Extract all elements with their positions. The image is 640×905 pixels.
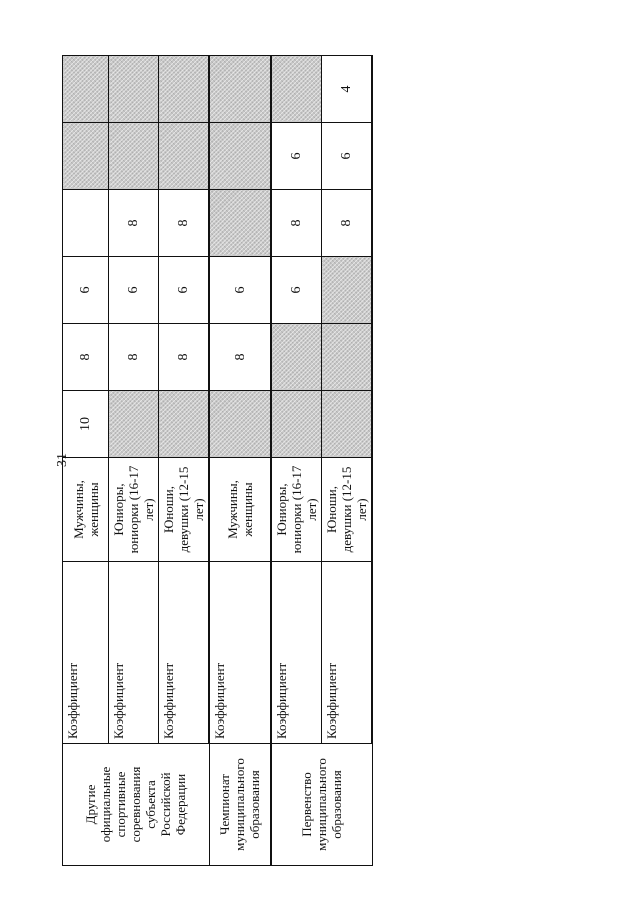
shaded-value-cell bbox=[322, 324, 373, 391]
age-category-cell: Мужчины, женщины bbox=[63, 458, 109, 562]
table-row bbox=[209, 56, 271, 866]
shaded-value-cell bbox=[109, 391, 159, 458]
shaded-value-cell bbox=[209, 123, 271, 190]
shaded-value-cell bbox=[159, 391, 210, 458]
age-category-cell: Мужчины, женщины bbox=[209, 458, 271, 562]
value-cell: 8 bbox=[159, 190, 210, 257]
value-cell: 6 bbox=[63, 257, 109, 324]
shaded-value-cell bbox=[209, 56, 271, 123]
value-cell: 4 bbox=[322, 56, 373, 123]
competition-type-cell: Другие официальные спортивные соревнования субъекта Российской Федерации bbox=[63, 744, 210, 866]
age-category-cell: Юноши, девушки (12-15 лет) bbox=[322, 458, 373, 562]
coefficient-label-cell: Коэффициент bbox=[209, 562, 271, 744]
value-cell: 6 bbox=[322, 123, 373, 190]
coefficient-label-cell: Коэффициент bbox=[109, 562, 159, 744]
shaded-value-cell bbox=[63, 123, 109, 190]
value-cell: 6 bbox=[271, 257, 322, 324]
value-cell: 8 bbox=[109, 190, 159, 257]
shaded-value-cell bbox=[209, 391, 271, 458]
competition-type-cell: Первенство муниципального образования bbox=[271, 744, 372, 866]
coefficient-label-cell: Коэффициент bbox=[159, 562, 210, 744]
coefficient-label-cell: Коэффициент bbox=[322, 562, 373, 744]
value-cell: 8 bbox=[63, 324, 109, 391]
page-number: 31 bbox=[55, 453, 70, 467]
value-cell: 6 bbox=[109, 257, 159, 324]
shaded-value-cell bbox=[109, 123, 159, 190]
shaded-value-cell bbox=[271, 56, 322, 123]
value-cell: 6 bbox=[159, 257, 210, 324]
coefficient-label-cell: Коэффициент bbox=[63, 562, 109, 744]
shaded-value-cell bbox=[63, 56, 109, 123]
competition-type-cell: Чемпионат муниципального образования bbox=[209, 744, 271, 866]
shaded-value-cell bbox=[322, 391, 373, 458]
shaded-value-cell bbox=[322, 257, 373, 324]
shaded-value-cell bbox=[271, 391, 322, 458]
shaded-value-cell bbox=[271, 324, 322, 391]
coefficient-label-cell: Коэффициент bbox=[271, 562, 322, 744]
shaded-value-cell bbox=[159, 56, 210, 123]
value-cell: 8 bbox=[109, 324, 159, 391]
table-row bbox=[63, 56, 109, 866]
rotated-table-frame bbox=[62, 56, 369, 866]
coefficient-table bbox=[62, 55, 373, 866]
value-cell: 8 bbox=[209, 324, 271, 391]
value-cell: 6 bbox=[209, 257, 271, 324]
value-cell: 8 bbox=[322, 190, 373, 257]
value-cell: 8 bbox=[271, 190, 322, 257]
age-category-cell: Юниоры, юниорки (16-17 лет) bbox=[109, 458, 159, 562]
shaded-value-cell bbox=[209, 190, 271, 257]
value-cell bbox=[63, 190, 109, 257]
age-category-cell: Юниоры, юниорки (16-17 лет) bbox=[271, 458, 322, 562]
age-category-cell: Юноши, девушки (12-15 лет) bbox=[159, 458, 210, 562]
value-cell: 6 bbox=[271, 123, 322, 190]
table-row bbox=[271, 56, 322, 866]
shaded-value-cell bbox=[159, 123, 210, 190]
shaded-value-cell bbox=[109, 56, 159, 123]
value-cell: 8 bbox=[159, 324, 210, 391]
value-cell: 10 bbox=[63, 391, 109, 458]
